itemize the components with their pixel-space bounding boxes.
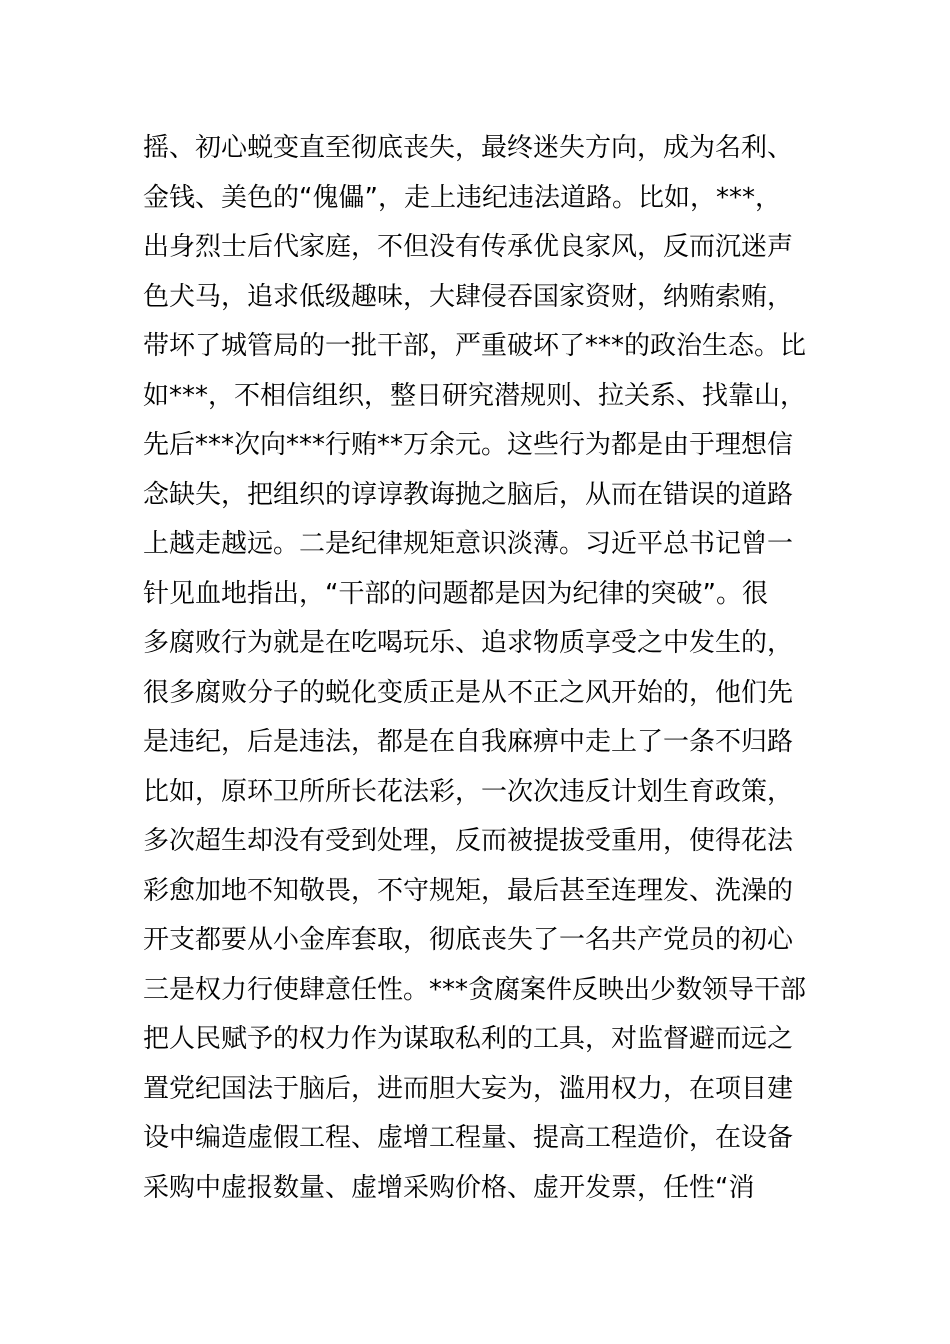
text-line-21: 设中编造虚假工程、虚增工程量、提高工程造价，在设备 bbox=[143, 1123, 794, 1153]
text-line-13: 是违纪，后是违法，都是在自我麻痹中走上了一条不归路 bbox=[143, 727, 794, 757]
text-line-22: 采购中虚报数量、虚增采购价格、虚开发票，任性“消 bbox=[143, 1172, 755, 1203]
text-line-6: 如***，不相信组织，整日研究潜规则、拉关系、找靠山， bbox=[143, 380, 807, 411]
text-line-2: 金钱、美色的“傀儡”，走上违纪违法道路。比如，***， bbox=[143, 182, 781, 213]
text-line-4: 色犬马，追求低级趣味，大肆侵吞国家资财，纳贿索贿， bbox=[143, 281, 794, 312]
text-line-9: 上越走越远。二是纪律规矩意识淡薄。习近平总书记曾一 bbox=[143, 529, 794, 559]
text-line-5: 带坏了城管局的一批干部，严重破坏了***的政治生态。比 bbox=[143, 331, 807, 361]
text-line-15: 多次超生却没有受到处理，反而被提拔受重用，使得花法 bbox=[143, 826, 794, 856]
text-line-19: 把人民赋予的权力作为谋取私利的工具，对监督避而远之 bbox=[143, 1024, 794, 1054]
text-line-10: 针见血地指出，“干部的问题都是因为纪律的突破”。很 bbox=[143, 578, 768, 609]
text-line-11: 多腐败行为就是在吃喝玩乐、追求物质享受之中发生的， bbox=[143, 628, 794, 658]
text-line-16: 彩愈加地不知敬畏，不守规矩，最后甚至连理发、洗澡的 bbox=[143, 875, 794, 906]
text-line-18: 三是权力行使肆意任性。***贪腐案件反映出少数领导干部 bbox=[143, 974, 807, 1005]
text-line-8: 念缺失，把组织的谆谆教诲抛之脑后，从而在错误的道路 bbox=[143, 479, 794, 510]
text-line-1: 摇、初心蜕变直至彻底丧失，最终迷失方向，成为名利、 bbox=[143, 133, 794, 163]
text-line-14: 比如，原环卫所所长花法彩，一次次违反计划生育政策， bbox=[143, 776, 794, 807]
text-line-7: 先后***次向***行贿**万余元。这些行为都是由于理想信 bbox=[143, 430, 794, 460]
body-paragraph bbox=[143, 124, 823, 1213]
text-line-12: 很多腐败分子的蜕化变质正是从不正之风开始的，他们先 bbox=[143, 677, 794, 708]
text-line-3: 出身烈士后代家庭，不但没有传承优良家风，反而沉迷声 bbox=[143, 232, 794, 262]
text-line-17: 开支都要从小金库套取，彻底丧失了一名共产党员的初心 bbox=[143, 925, 794, 955]
text-line-20: 置党纪国法于脑后，进而胆大妄为，滥用权力，在项目建 bbox=[143, 1073, 794, 1104]
